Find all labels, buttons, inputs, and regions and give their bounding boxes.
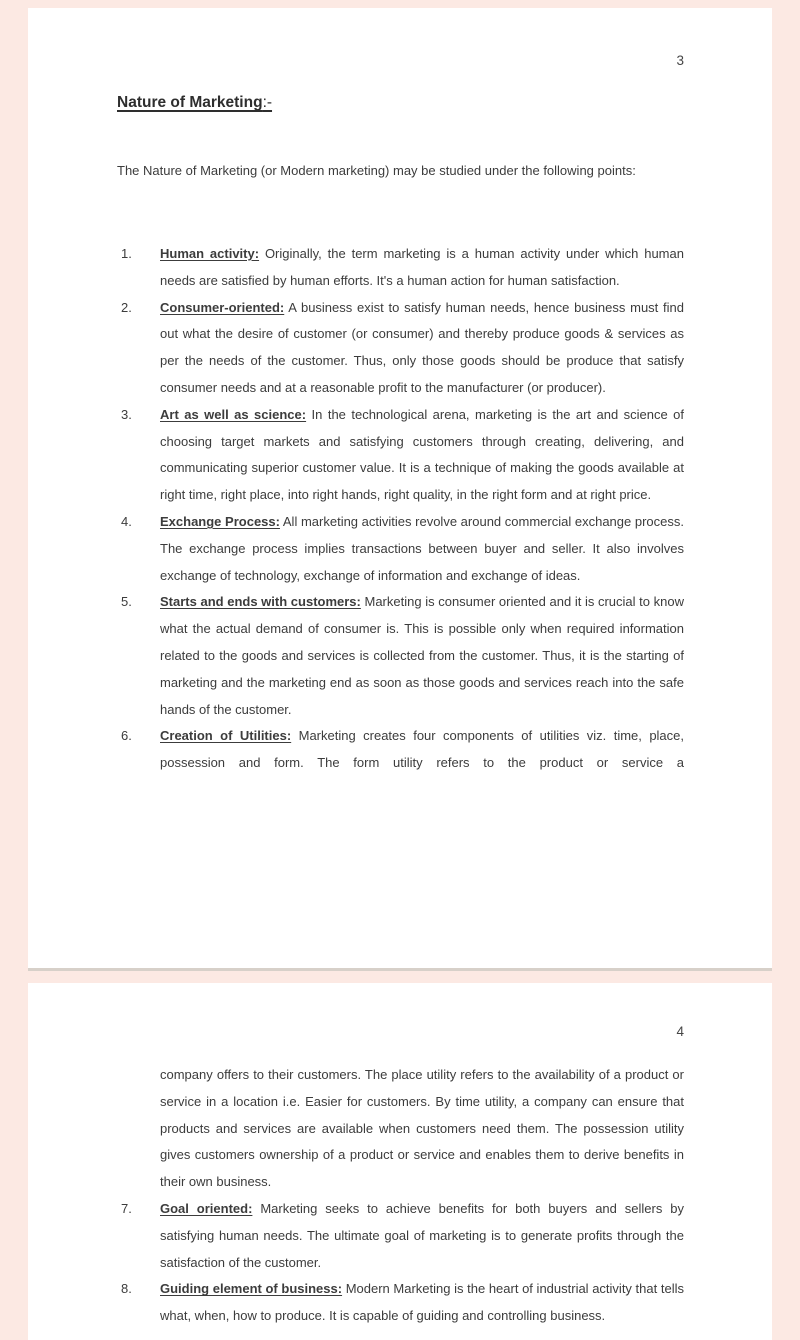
list-item-number: 6. [121, 728, 132, 744]
list-item [117, 295, 684, 402]
list-item-number: 5. [121, 594, 132, 610]
numbered-list [117, 1196, 684, 1330]
list-item-lead: Starts and ends with customers: [160, 594, 361, 610]
heading-text: Nature of Marketing [117, 94, 263, 111]
list-item-text: Modern Marketing is the heart of industrial activity that tells what, when, how to produce. It is capable of guiding and controlling business. [160, 1281, 684, 1324]
list-item-text: Marketing seeks to achieve benefits for both buyers and sellers by satisfying human needs. The ultimate goal of marketing is to generate profits through the satisfaction of the customer. [160, 1201, 684, 1270]
document-heading [117, 94, 272, 112]
list-item [117, 589, 684, 723]
list-item-number: 3. [121, 406, 132, 422]
list-item-number: 4. [121, 513, 132, 529]
document-page-3 [28, 8, 772, 971]
list-item [117, 1196, 684, 1276]
continuation-paragraph: company offers to their customers. The place utility refers to the availability of a product or service in a location i.e. Easier for customers. By time utility, a company can ensure that products and services are available when customers need them. The possession utility gives customers ownership of a product or service and enables them to derive benefits in their own business. [160, 1067, 684, 1190]
list-item-lead: Guiding element of business: [160, 1281, 343, 1297]
list-item-number: 1. [121, 246, 132, 261]
page-number: 4 [676, 1024, 684, 1039]
list-item-number: 7. [121, 1201, 132, 1216]
list-item-text: Originally, the term marketing is a human activity under which human needs are satisfied by human efforts. It's a human action for human satisfaction. [160, 246, 684, 288]
list-item [117, 509, 684, 589]
list-item-lead: Creation of Utilities: [160, 728, 292, 744]
list-item [117, 1276, 684, 1330]
list-item-number: 8. [121, 1281, 132, 1297]
list-item-lead: Goal oriented: [160, 1201, 253, 1216]
page-number: 3 [676, 53, 684, 68]
list-item [117, 402, 684, 509]
list-item [117, 723, 684, 777]
list-item-text: A business exist to satisfy human needs, hence business must find out what the desire of customer (or consumer) and thereby produce goods & services as per the needs of the customer. Thus, only those goods should be produce that satisfy consumer needs and at a reasonable profit to the manufacturer (or producer). [160, 299, 684, 395]
list-item-lead: Human activity: [160, 246, 260, 261]
list-item-number: 2. [121, 299, 132, 315]
list-item-text: In the technological arena, marketing is the art and science of choosing target markets and satisfying customers through creating, delivering, and communicating superior customer value. It is a technique of making the goods available at right time, right place, into right hands, right quality, in the right form and at right price. [160, 406, 684, 503]
list-item-lead: Consumer-oriented: [160, 299, 285, 315]
heading-suffix: :- [262, 94, 273, 111]
list-item [117, 241, 684, 295]
list-item-text: Marketing creates four components of utilities viz. time, place, possession and form. The form utility refers to the product or service a [160, 728, 685, 771]
list-item-text: Marketing is consumer oriented and it is crucial to know what the actual demand of consumer is. This is possible only when required information related to the goods and services is collected from the customer. Thus, it is the starting of marketing and the marketing end as soon as those goods and services reach into the safe hands of the customer. [160, 594, 684, 717]
document-page-4 [28, 983, 772, 1340]
list-item-text: All marketing activities revolve around commercial exchange process. The exchange process implies transactions between buyer and seller. It also involves exchange of technology, exchange of information and exchange of ideas. [160, 513, 684, 583]
intro-paragraph: The Nature of Marketing (or Modern marketing) may be studied under the following points: [117, 163, 636, 178]
list-item-lead: Exchange Process: [160, 513, 280, 529]
numbered-list [117, 241, 684, 777]
list-item-lead: Art as well as science: [160, 406, 307, 422]
